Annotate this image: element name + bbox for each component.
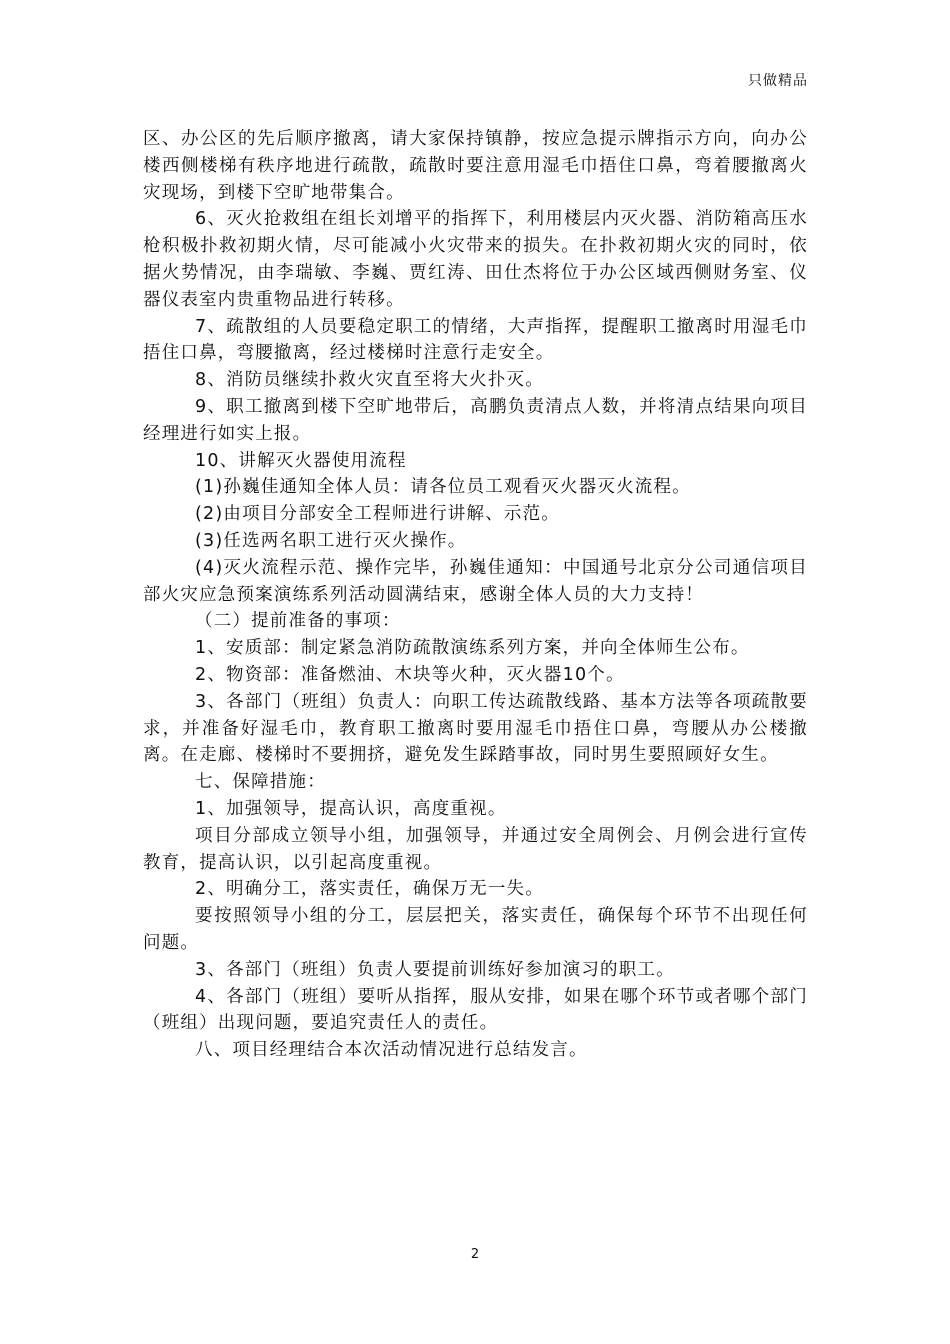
paragraph: 1、安质部：制定紧急消防疏散演练系列方案，并向全体师生公布。 — [195, 638, 750, 659]
paragraph: (4)灭火流程示范、操作完毕，孙巍佳通知：中国通号北京分公司通信项目部火灾应急预案演练系列活动圆满结束，感谢全体人员的大力支持！ — [143, 557, 808, 605]
page-header: 只做精品 — [748, 73, 808, 89]
paragraph: （二）提前准备的事项： — [195, 611, 401, 632]
document-body — [143, 126, 808, 1064]
paragraph: 1、加强领导，提高认识，高度重视。 — [195, 798, 507, 819]
paragraph: 2、物资部：准备燃油、木块等火种，灭火器10个。 — [195, 664, 625, 685]
paragraph: (2)由项目分部安全工程师进行讲解、示范。 — [195, 504, 560, 525]
paragraph: 8、消防员继续扑救火灾直至将大火扑灭。 — [195, 370, 544, 391]
paragraph: 区、办公区的先后顺序撤离，请大家保持镇静，按应急提示牌指示方向，向办公楼西侧楼梯有秩序地进行疏散，疏散时要注意用湿毛巾捂住口鼻，弯着腰撤离火灾现场，到楼下空旷地带集合。 — [143, 129, 808, 203]
page-number: 2 — [470, 1247, 480, 1262]
paragraph: 3、各部门（班组）负责人要提前训练好参加演习的职工。 — [195, 959, 675, 980]
paragraph: 6、灭火抢救组在组长刘增平的指挥下，利用楼层内灭火器、消防箱高压水枪积极扑救初期火情，尽可能减小火灾带来的损失。在扑救初期火灾的同时，依据火势情况，由李瑞敏、李巍、贾红涛、田仕杰将位于办公区域西侧财务室、仪器仪表室内贵重物品进行转移。 — [143, 209, 808, 310]
paragraph: 2、明确分工，落实责任，确保万无一失。 — [195, 879, 544, 900]
paragraph: 要按照领导小组的分工，层层把关，落实责任，确保每个环节不出现任何问题。 — [143, 906, 808, 953]
paragraph: 七、保障措施： — [195, 772, 326, 793]
paragraph: 7、疏散组的人员要稳定职工的情绪，大声指挥，提醒职工撤离时用湿毛巾捂住口鼻，弯腰撤离，经过楼梯时注意行走安全。 — [143, 316, 808, 364]
paragraph: 4、各部门（班组）要听从指挥，服从安排，如果在哪个环节或者哪个部门（班组）出现问题，要追究责任人的责任。 — [143, 986, 808, 1034]
paragraph: 八、项目经理结合本次活动情况进行总结发言。 — [195, 1040, 588, 1061]
paragraph: 项目分部成立领导小组，加强领导，并通过安全周例会、月例会进行宣传教育，提高认识，以引起高度重视。 — [143, 825, 808, 873]
paragraph: 9、职工撤离到楼下空旷地带后，高鹏负责清点人数，并将清点结果向项目经理进行如实上报。 — [143, 396, 808, 444]
paragraph: 10、讲解灭火器使用流程 — [195, 450, 407, 471]
paragraph: 3、各部门（班组）负责人：向职工传达疏散线路、基本方法等各项疏散要求，并准备好湿毛巾，教育职工撤离时要用湿毛巾捂住口鼻，弯腰从办公楼撤离。在走廊、楼梯时不要拥挤，避免发生踩踏事故，同时男生要照顾好女生。 — [143, 691, 808, 766]
paragraph: (1)孙巍佳通知全体人员：请各位员工观看灭火器灭火流程。 — [195, 477, 691, 498]
paragraph: (3)任选两名职工进行灭火操作。 — [195, 530, 467, 551]
